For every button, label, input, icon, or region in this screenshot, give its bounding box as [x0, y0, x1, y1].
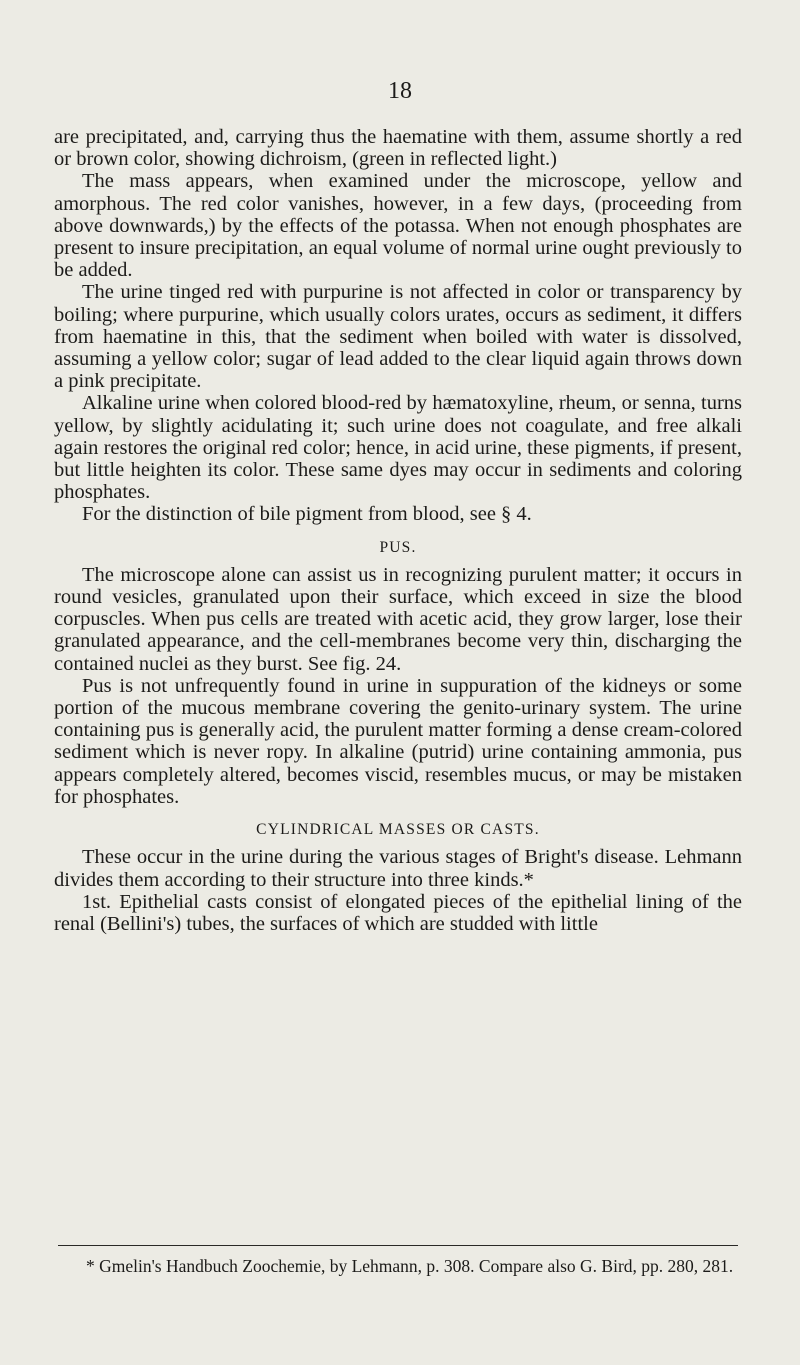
- page-number: 18: [388, 78, 412, 104]
- paragraph: These occur in the urine during the various stages of Bright's disease. Lehmann divides them according to their structure into three kinds.*: [54, 846, 742, 891]
- footnote-text: * Gmelin's Handbuch Zoochemie, by Lehmann, p. 308. Compare also G. Bird, pp. 280, 281.: [86, 1256, 734, 1276]
- section-heading-pus: PUS.: [379, 538, 417, 556]
- body-text: [54, 126, 742, 935]
- section-heading-casts: CYLINDRICAL MASSES OR CASTS.: [256, 821, 540, 839]
- paragraph: The mass appears, when examined under the microscope, yellow and amorphous. The red color vanishes, however, in a few days, (proceeding from above downwards,) by the effects of the potassa. When not enough phosphates are present to insure precipitation, an equal volume of normal urine ought previously to be added.: [54, 170, 742, 282]
- paragraph: Alkaline urine when colored blood-red by hæmatoxyline, rheum, or senna, turns yellow, by slightly acidulating it; such urine does not coagulate, and free alkali again restores the original red color; hence, in acid urine, these pigments, if present, but little heighten its color. These same dyes may occur in sediments and coloring phosphates.: [54, 392, 742, 504]
- paragraph: The urine tinged red with purpurine is not affected in color or transparency by boiling; where purpurine, which usually colors urates, occurs as sediment, it differs from haematine in this, that the sediment when boiled with water is dissolved, assuming a yellow color; sugar of lead added to the clear liquid again throws down a pink precipitate.: [54, 281, 742, 393]
- paragraph: 1st. Epithelial casts consist of elongated pieces of the epithelial lining of the renal (Bellini's) tubes, the surfaces of which are studded with little: [54, 890, 742, 935]
- footnote-divider: [58, 1245, 738, 1246]
- paragraph: The microscope alone can assist us in recognizing purulent matter; it occurs in round vesicles, granulated upon their surface, which exceed in size the blood corpuscles. When pus cells are treated with acetic acid, they grow larger, lose their granulated appearance, and the cell-membranes become very thin, discharging the contained nuclei as they burst. See fig. 24.: [54, 563, 742, 675]
- paragraph: are precipitated, and, carrying thus the haematine with them, assume shortly a red or brown color, showing dichroism, (green in reflected light.): [54, 126, 742, 171]
- footnote: [58, 1256, 736, 1276]
- paragraph: For the distinction of bile pigment from blood, see § 4.: [82, 503, 532, 526]
- paragraph: Pus is not unfrequently found in urine in suppuration of the kidneys or some portion of the mucous membrane covering the genito-urinary system. The urine containing pus is generally acid, the purulent matter forming a dense cream-colored sediment which is never ropy. In alkaline (putrid) urine containing ammonia, pus appears completely altered, becomes viscid, resembles mucus, or may be mistaken for phosphates.: [54, 674, 742, 808]
